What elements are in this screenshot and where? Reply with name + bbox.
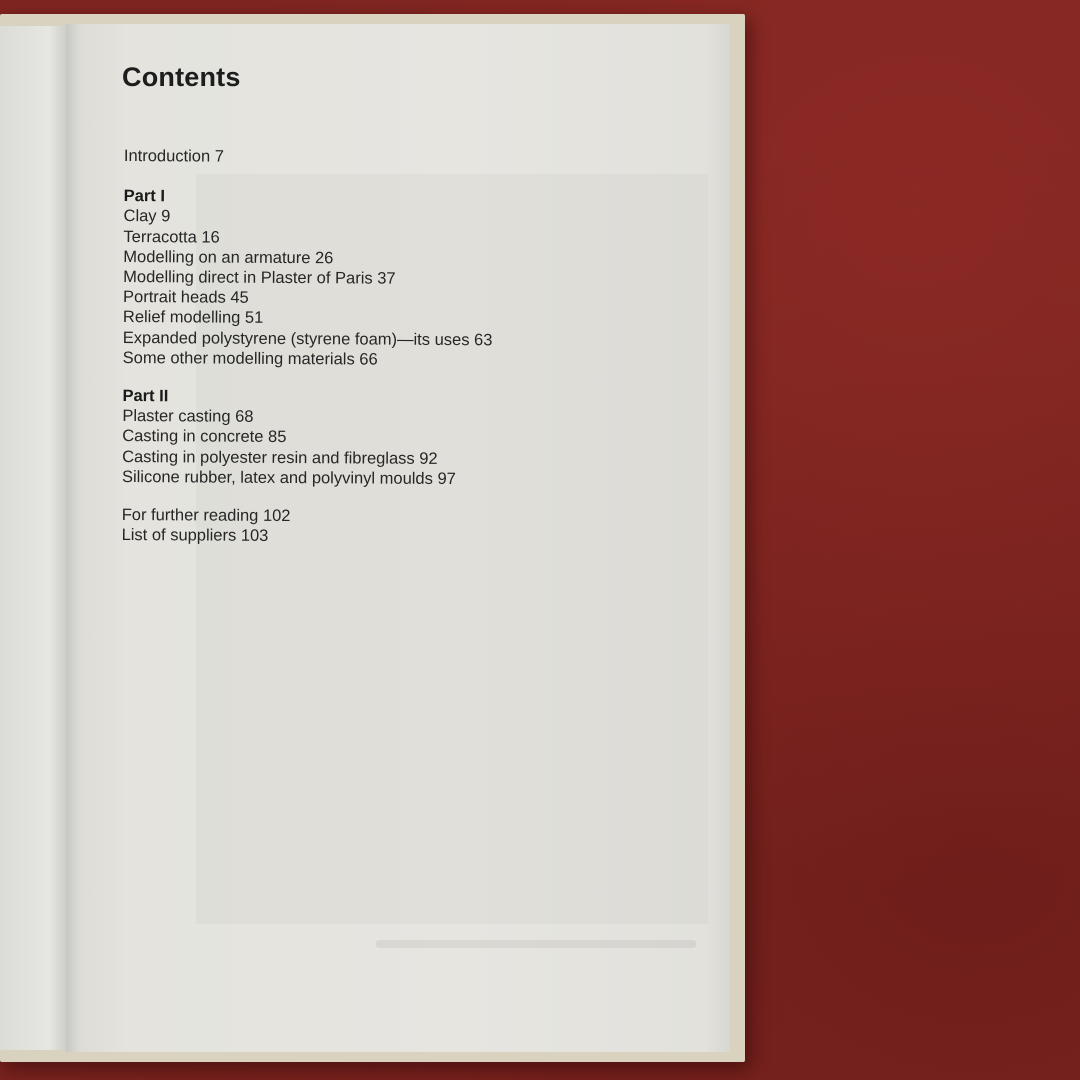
toc-entry: Plaster casting 68 <box>122 407 254 427</box>
contents-heading: Contents <box>122 62 241 92</box>
toc-entry: Relief modelling 51 <box>122 308 264 328</box>
toc-entry: Modelling direct in Plaster of Paris 37 <box>123 268 396 288</box>
toc-entry: Silicone rubber, latex and polyvinyl moulds 97 <box>121 467 456 488</box>
left-page <box>0 26 70 1050</box>
toc-entry: Modelling on an armature 26 <box>123 247 334 268</box>
toc-entry-further-reading: For further reading 102 <box>121 506 291 526</box>
toc-entry: Terracotta 16 <box>123 227 220 247</box>
toc-entry-introduction: Introduction 7 <box>123 146 224 166</box>
part-heading: Part I <box>123 187 166 206</box>
toc-entry: Portrait heads 45 <box>123 288 249 307</box>
toc-entry: Some other modelling materials 66 <box>122 348 378 369</box>
toc-entry: Casting in concrete 85 <box>122 427 287 447</box>
toc-entry: Casting in polyester resin and fibreglass 92 <box>122 447 438 468</box>
show-through-caption <box>376 940 696 948</box>
toc-entry: Expanded polystyrene (styrene foam)—its uses 63 <box>122 328 493 349</box>
table-of-contents <box>122 146 494 548</box>
toc-entry: Clay 9 <box>123 207 171 226</box>
part-heading: Part II <box>122 387 169 406</box>
toc-entry-suppliers: List of suppliers 103 <box>121 526 269 546</box>
